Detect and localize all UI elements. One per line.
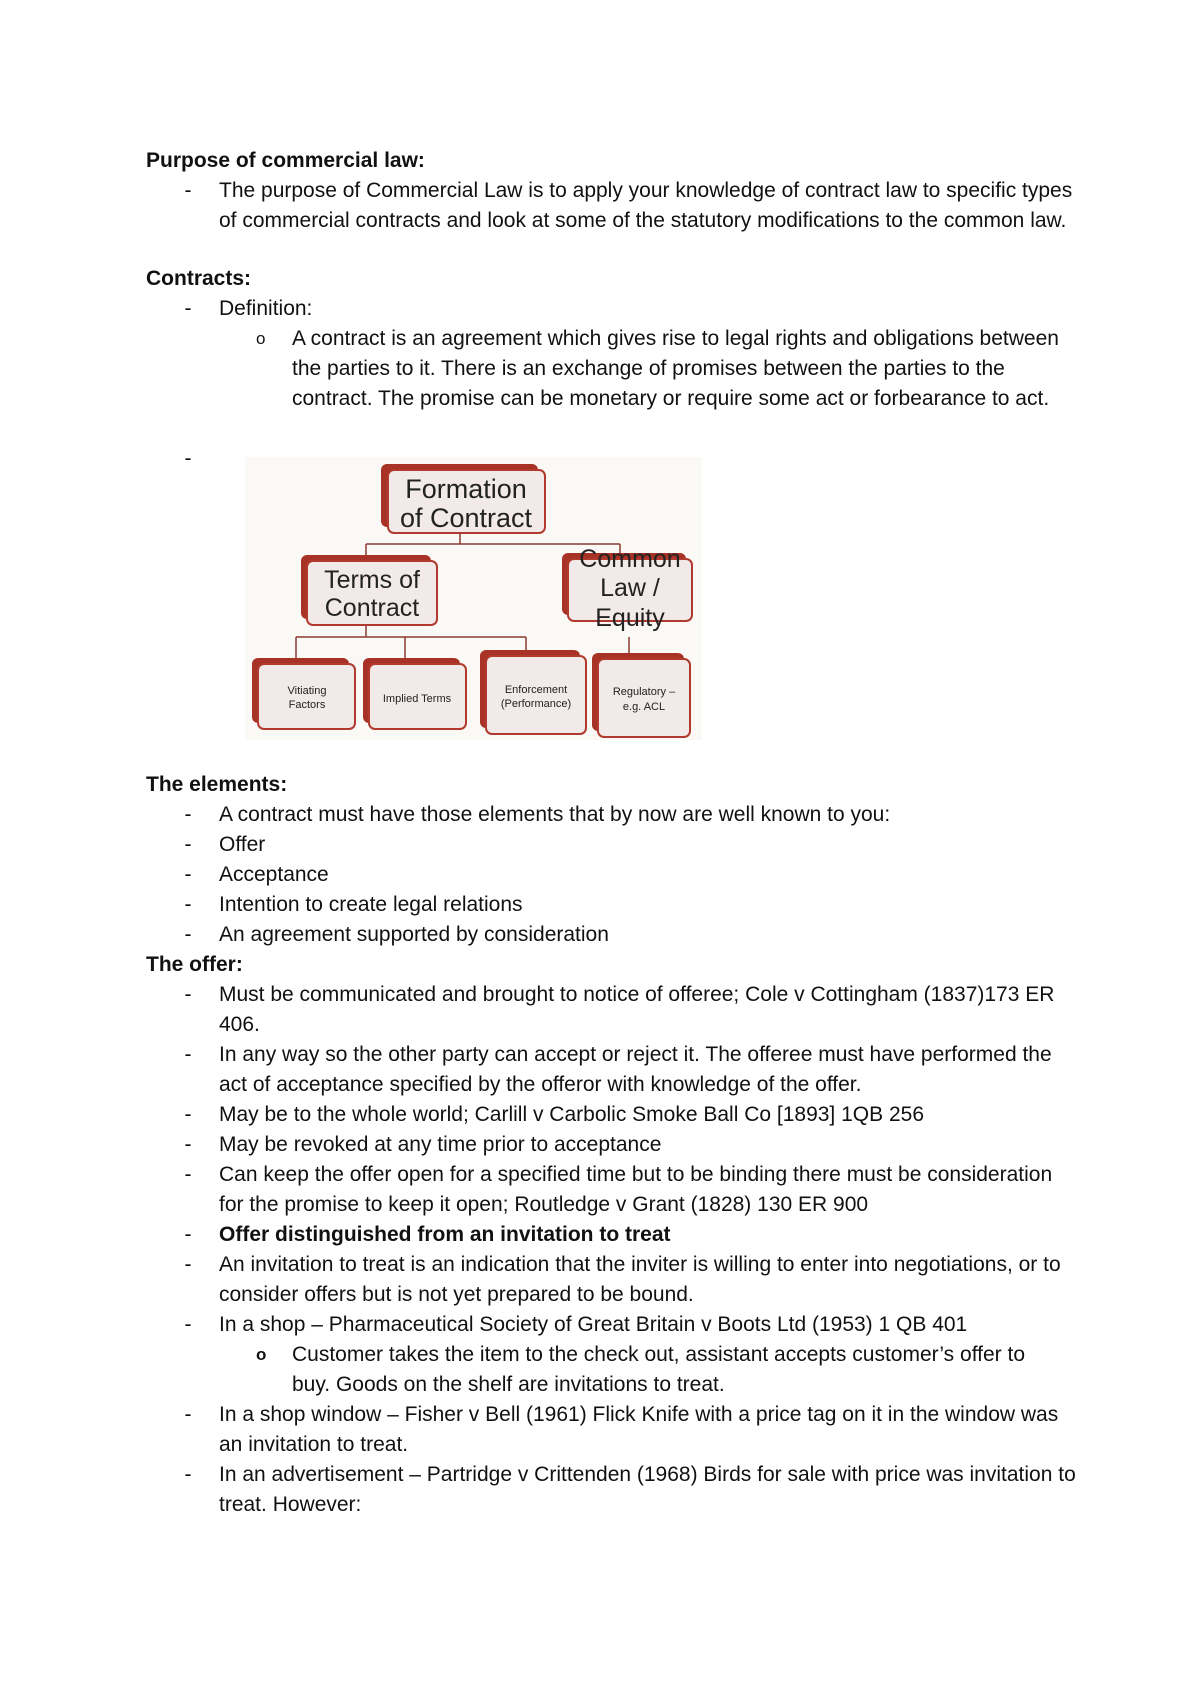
node-vitiating-line1: Vitiating bbox=[287, 685, 327, 697]
bullet-dash: - bbox=[184, 1223, 192, 1246]
node-terms-of-contract bbox=[301, 555, 437, 625]
node-regulatory bbox=[592, 653, 690, 737]
list-item: A contract must have those elements that by now are well known to you: bbox=[219, 803, 891, 826]
node-enforcement-line1: Enforcement bbox=[504, 684, 568, 696]
list-item: Intention to create legal relations bbox=[219, 893, 523, 916]
bullet-dash: - bbox=[184, 297, 192, 320]
list-item-bold: Offer distinguished from an invitation to treat bbox=[219, 1223, 671, 1246]
bullet-dash: - bbox=[184, 893, 192, 916]
bullet-dash: - bbox=[184, 1253, 192, 1276]
node-enforcement bbox=[480, 650, 586, 734]
list-item: An invitation to treat is an indication that the inviter is willing to enter into negotiations, or to consider offers but is not yet prepared to be bound. bbox=[219, 1253, 1061, 1306]
heading-offer: The offer: bbox=[146, 953, 243, 976]
node-common-line2: Law / bbox=[600, 574, 660, 602]
list-item: May be to the whole world; Carlill v Carbolic Smoke Ball Co [1893] 1QB 256 bbox=[219, 1103, 924, 1126]
list-item: In any way so the other party can accept or reject it. The offeree must have performed the act of acceptance specified by the offeror with knowledge of the offer. bbox=[219, 1043, 1052, 1096]
bullet-dash: - bbox=[184, 1133, 192, 1156]
node-terms-line2: Contract bbox=[324, 594, 420, 622]
node-root-line2: of Contract bbox=[399, 503, 533, 533]
bullet-dash: - bbox=[184, 1043, 192, 1066]
bullet-dash: - bbox=[184, 803, 192, 826]
bullet-dash: - bbox=[184, 1313, 192, 1336]
heading-elements: The elements: bbox=[146, 773, 288, 796]
bullet-dash: - bbox=[184, 179, 192, 202]
bullet-dash: - bbox=[184, 1463, 192, 1486]
definition-text: A contract is an agreement which gives rise to legal rights and obligations between the parties to it. There is an exchange of promises between the parties to the contract. The promise can be monetary or require some act or forbearance to act. bbox=[292, 327, 1059, 410]
bullet-dash: - bbox=[184, 1103, 192, 1126]
list-item: Offer bbox=[219, 833, 266, 856]
sub-list-item: Customer takes the item to the check out, assistant accepts customer’s offer to buy. Goods on the shelf are invitations to treat. bbox=[292, 1343, 1026, 1396]
node-terms-line1: Terms of bbox=[324, 566, 420, 594]
formation-of-contract-diagram bbox=[245, 457, 702, 740]
bullet-dash: - bbox=[184, 447, 192, 470]
list-item: In a shop – Pharmaceutical Society of Great Britain v Boots Ltd (1953) 1 QB 401 bbox=[219, 1313, 968, 1336]
list-item: Acceptance bbox=[219, 863, 329, 886]
bullet-dash: - bbox=[184, 1403, 192, 1426]
node-formation-of-contract bbox=[381, 464, 545, 533]
list-item: May be revoked at any time prior to acceptance bbox=[219, 1133, 662, 1156]
node-implied-label: Implied Terms bbox=[382, 693, 452, 705]
definition-label: Definition: bbox=[219, 297, 313, 320]
list-item: In a shop window – Fisher v Bell (1961) Flick Knife with a price tag on it in the window was an invitation to treat. bbox=[219, 1403, 1059, 1456]
bullet-dash: - bbox=[184, 923, 192, 946]
node-root-line1: Formation bbox=[405, 474, 527, 504]
node-regulatory-line2: e.g. ACL bbox=[622, 701, 666, 713]
bullet-circle: o bbox=[256, 329, 266, 348]
heading-contracts: Contracts: bbox=[146, 267, 252, 290]
purpose-text: The purpose of Commercial Law is to apply your knowledge of contract law to specific types of commercial contracts and look at some of the statutory modifications to the common law. bbox=[219, 179, 1073, 232]
node-common-line1: Common bbox=[579, 545, 681, 573]
bullet-dash: - bbox=[184, 1163, 192, 1186]
node-common-line3: Equity bbox=[595, 604, 665, 632]
node-vitiating-factors bbox=[252, 658, 355, 729]
node-enforcement-line2: (Performance) bbox=[500, 698, 572, 710]
list-item: Can keep the offer open for a specified time but to be binding there must be consideration for the promise to keep it open; Routledge v Grant (1828) 130 ER 900 bbox=[219, 1163, 1053, 1216]
list-item: Must be communicated and brought to notice of offeree; Cole v Cottingham (1837)173 ER 406. bbox=[219, 983, 1055, 1036]
bullet-dash: - bbox=[184, 833, 192, 856]
bullet-circle: o bbox=[256, 1345, 267, 1364]
node-regulatory-line1: Regulatory – bbox=[612, 686, 676, 698]
list-item: In an advertisement – Partridge v Crittenden (1968) Birds for sale with price was invitation to treat. However: bbox=[219, 1463, 1076, 1516]
bullet-dash: - bbox=[184, 983, 192, 1006]
heading-purpose: Purpose of commercial law: bbox=[146, 149, 425, 172]
bullet-dash: - bbox=[184, 863, 192, 886]
node-common-law-equity bbox=[562, 545, 692, 632]
list-item: An agreement supported by consideration bbox=[219, 923, 609, 946]
node-vitiating-line2: Factors bbox=[288, 699, 326, 711]
node-implied-terms bbox=[363, 658, 466, 729]
